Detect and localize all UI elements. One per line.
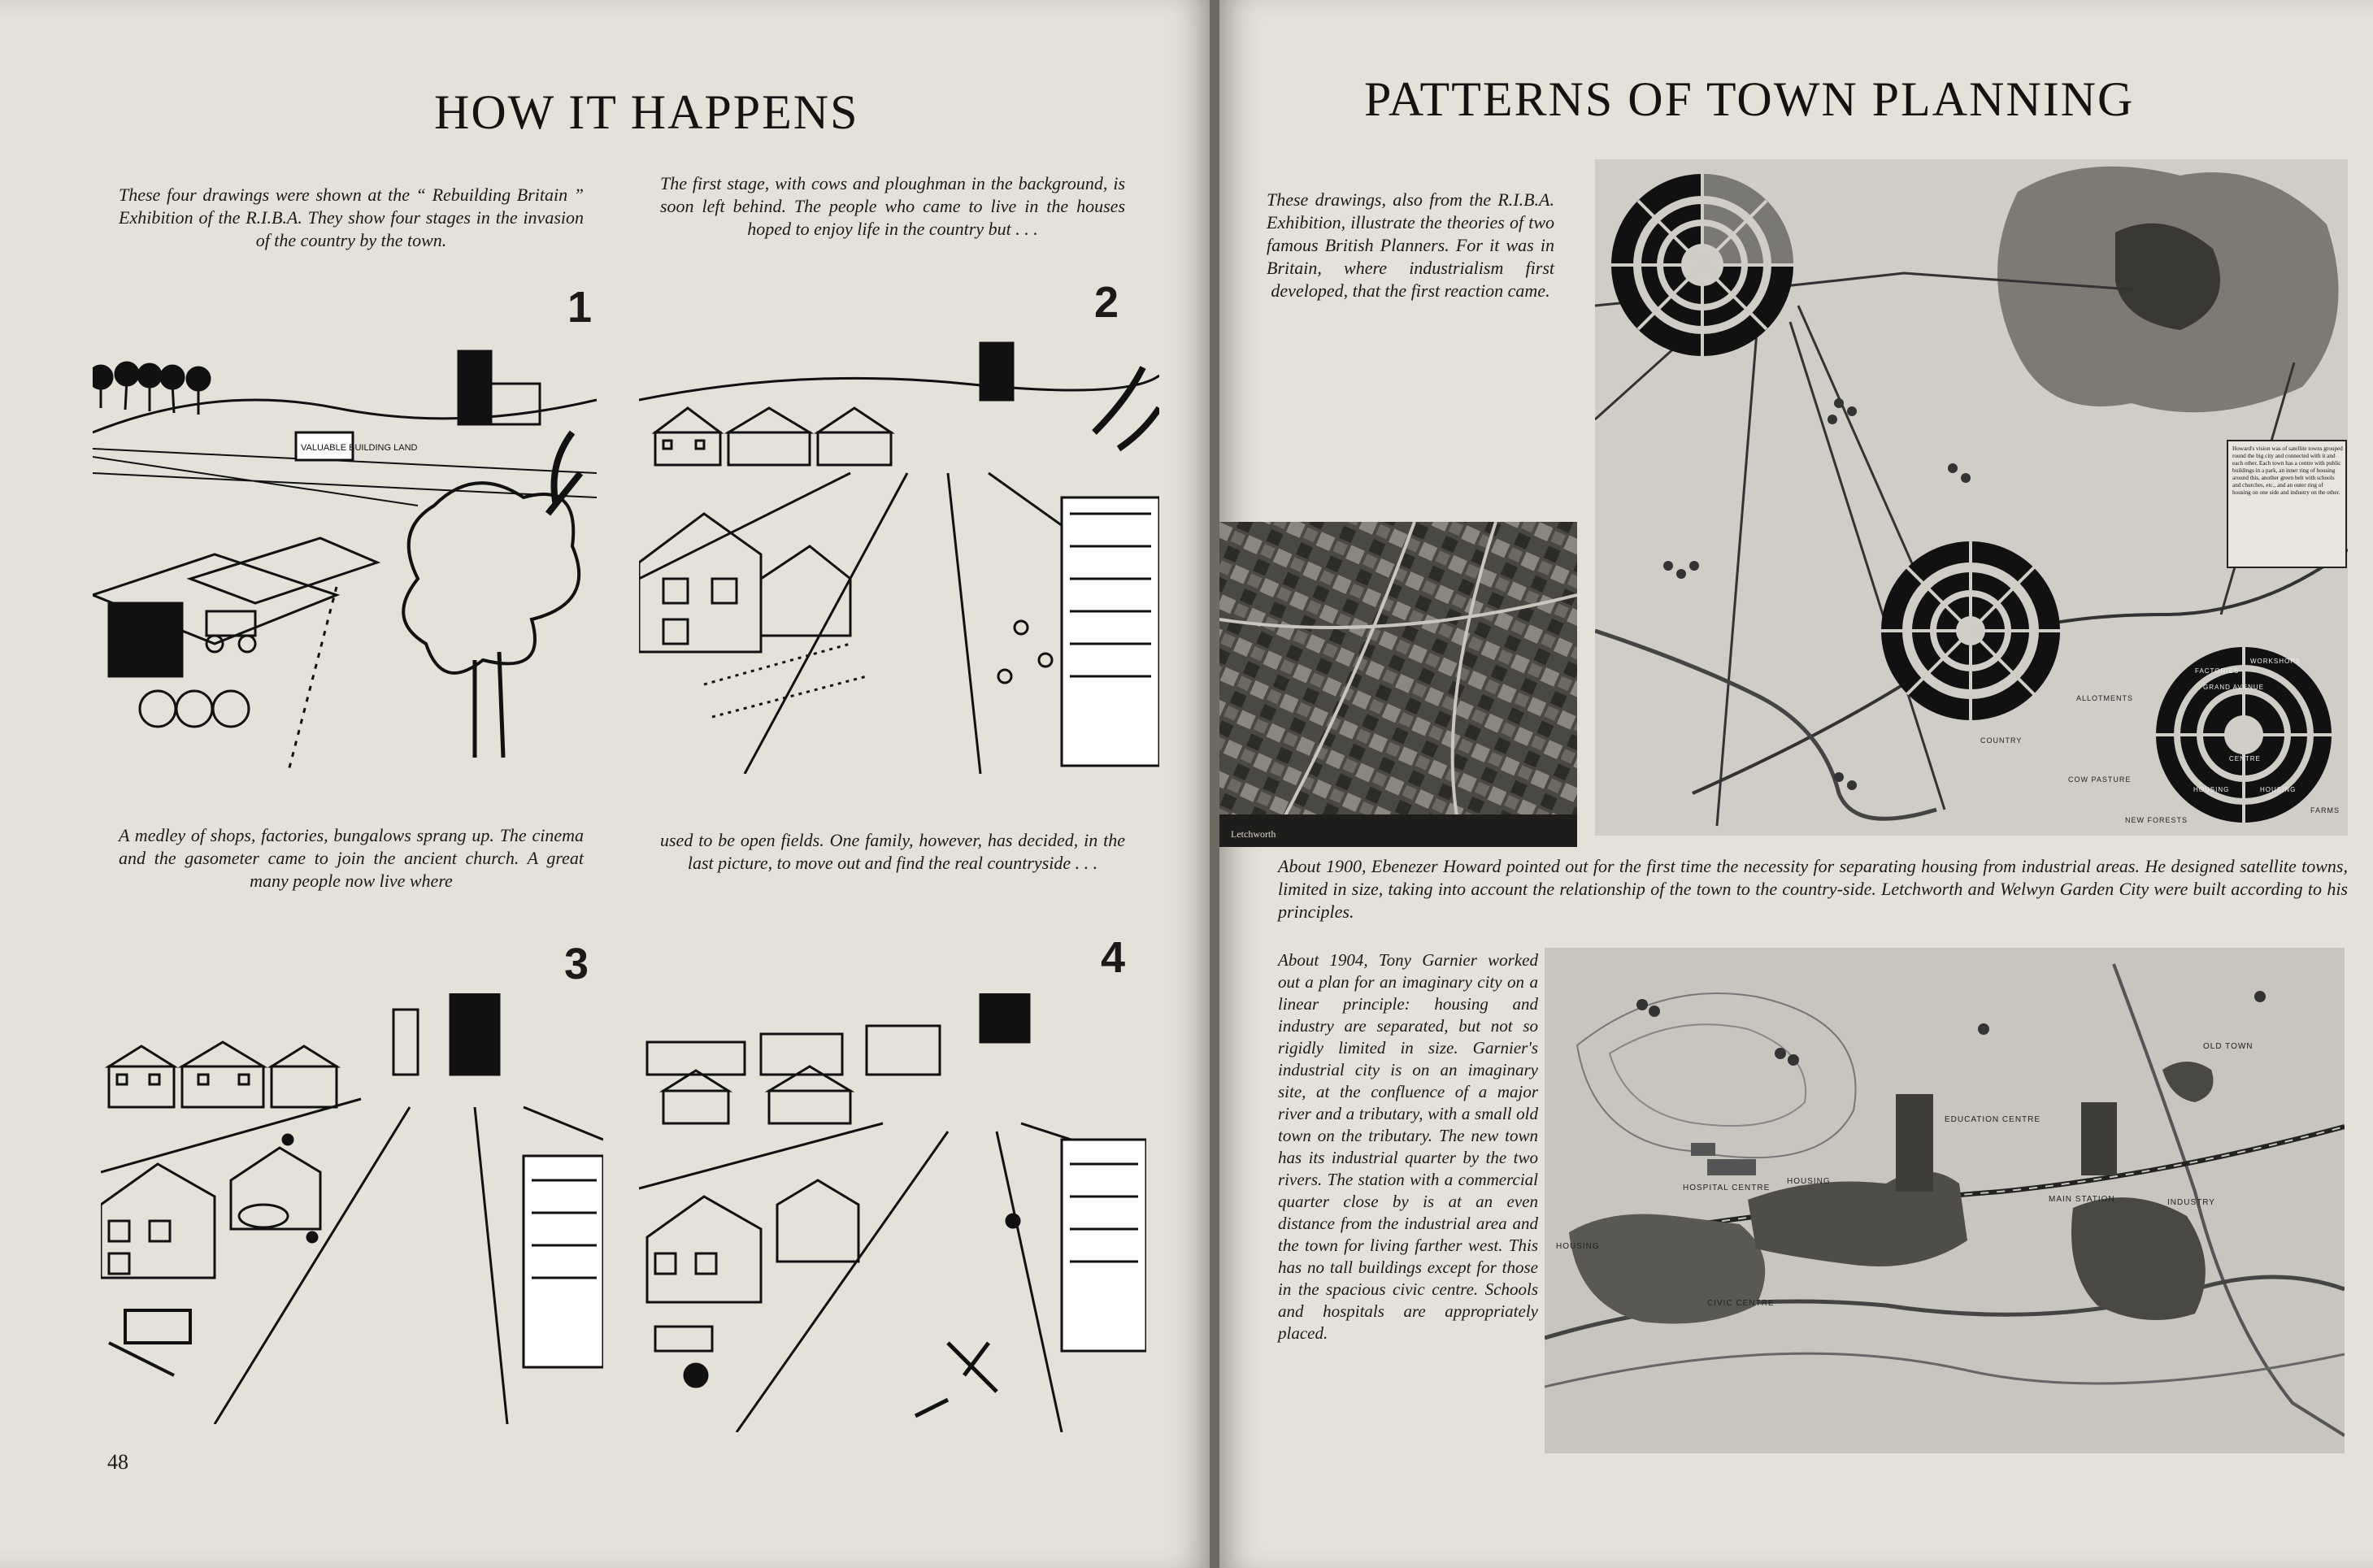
map-label-housing-1: HOUSING [2193, 786, 2230, 793]
drawing-stage-4 [639, 993, 1146, 1432]
drawing-stage-3 [101, 993, 603, 1424]
page-number: 48 [107, 1450, 128, 1474]
garnier-label-hospital-centre: HOSPITAL CENTRE [1683, 1184, 1771, 1192]
satellite-town-bottom-right [2156, 647, 2332, 823]
stage-number-3: 3 [564, 940, 589, 988]
intro-caption: These four drawings were shown at the “ Rebuilding Britain ” Exhibition of the R.I.B.A. They show four stages in the invasion of the country by the town. [119, 185, 584, 250]
satellite-town-top-left [1611, 174, 1793, 356]
satellite-town-centre [1881, 541, 2060, 720]
sign-valuable-building-land: VALUABLE BUILDING LAND [301, 443, 418, 453]
howard-caption: About 1900, Ebenezer Howard pointed out for the first time the necessity for separating housing from industrial areas. He designed satellite towns, limited in size, taking into account the relationship of the town to the country-side. Letchworth and Welwyn Garden City were built according to his principles. [1278, 856, 2348, 922]
drawing-stage-2 [639, 335, 1159, 774]
map-label-factories: FACTORIES [2195, 667, 2240, 675]
garnier-label-old-town: OLD TOWN [2203, 1042, 2253, 1051]
right-intro-caption: These drawings, also from the R.I.B.A. Exhibition, illustrate the theories of two famous British Planners. For it was in Britain, where industrialism first developed, that the first reaction came. [1267, 189, 1554, 301]
howard-satellite-towns-map [1595, 159, 2348, 836]
drawing-stage-1 [93, 335, 597, 774]
map-label-housing-2: HOUSING [2260, 786, 2297, 793]
map-label-workshops: WORKSHOPS [2250, 658, 2301, 665]
map-label-grand-avenue: GRAND AVENUE [2203, 684, 2264, 691]
map-label-new-forests: NEW FORESTS [2125, 816, 2188, 824]
caption-stage-1: The first stage, with cows and ploughman in the background, is soon left behind. The people who came to live in the houses hoped to enjoy life in the country but . . . [660, 173, 1125, 239]
map-label-country: COUNTRY [1980, 736, 2023, 745]
map-label-centre: CENTRE [2229, 755, 2261, 762]
book-gutter [1210, 0, 1219, 1568]
garnier-label-industry: INDUSTRY [2167, 1198, 2215, 1207]
howard-inset-note: Howard's vision was of satellite towns grouped round the big city and connected with it and each other. Each town has a centre with public buildings in a park, an inner ring of housing around this, another green belt with schools and churches, etc., and an outer ring of housing on one side and industry on the other. [2232, 445, 2343, 496]
right-page [1219, 0, 2373, 1568]
garnier-caption: About 1904, Tony Garnier worked out a plan for an imaginary city on a linear principle: housing and industry are separated, but not so rigidly limited in size. Garnier's industrial city is on an imaginary site, at the confluence of a major river and a tributary, with a small old town on the tributary. The new town has its industrial quarter by the two rivers. The station with a commercial quarter close by is at an even distance from the industrial area and the town for living farther west. This has no tall buildings except for those in the spacious civic centre. Schools and hospitals are appropriately placed. [1278, 950, 1538, 1343]
garnier-label-main-station: MAIN STATION [2049, 1195, 2115, 1204]
stage-number-4: 4 [1101, 933, 1126, 982]
map-label-allotments: ALLOTMENTS [2076, 694, 2134, 702]
map-label-farms: FARMS [2310, 806, 2340, 814]
stage-number-1: 1 [567, 283, 593, 332]
page-title-how-it-happens: HOW IT HAPPENS [434, 85, 859, 139]
garnier-industrial-city-map [1545, 948, 2345, 1453]
aerial-photo-label: Letchworth [1231, 828, 1276, 840]
caption-stage-3: A medley of shops, factories, bungalows sprang up. The cinema and the gasometer came to join the ancient church. A great many people now live where [119, 825, 584, 891]
caption-stage-4: used to be open fields. One family, however, has decided, in the last picture, to move out and find the real countryside . . . [660, 830, 1125, 873]
letchworth-aerial-photo [1219, 522, 1577, 847]
garnier-label-education-centre: EDUCATION CENTRE [1945, 1115, 2041, 1124]
garnier-label-housing-1: HOUSING [1787, 1177, 1831, 1186]
stage-number-2: 2 [1094, 278, 1119, 327]
page-title-patterns-of-town-planning: PATTERNS OF TOWN PLANNING [1364, 72, 2135, 126]
garnier-label-civic-centre: CIVIC CENTRE [1707, 1299, 1775, 1308]
map-label-cow-pasture: COW PASTURE [2068, 775, 2132, 784]
garnier-label-housing-2: HOUSING [1556, 1242, 1600, 1251]
